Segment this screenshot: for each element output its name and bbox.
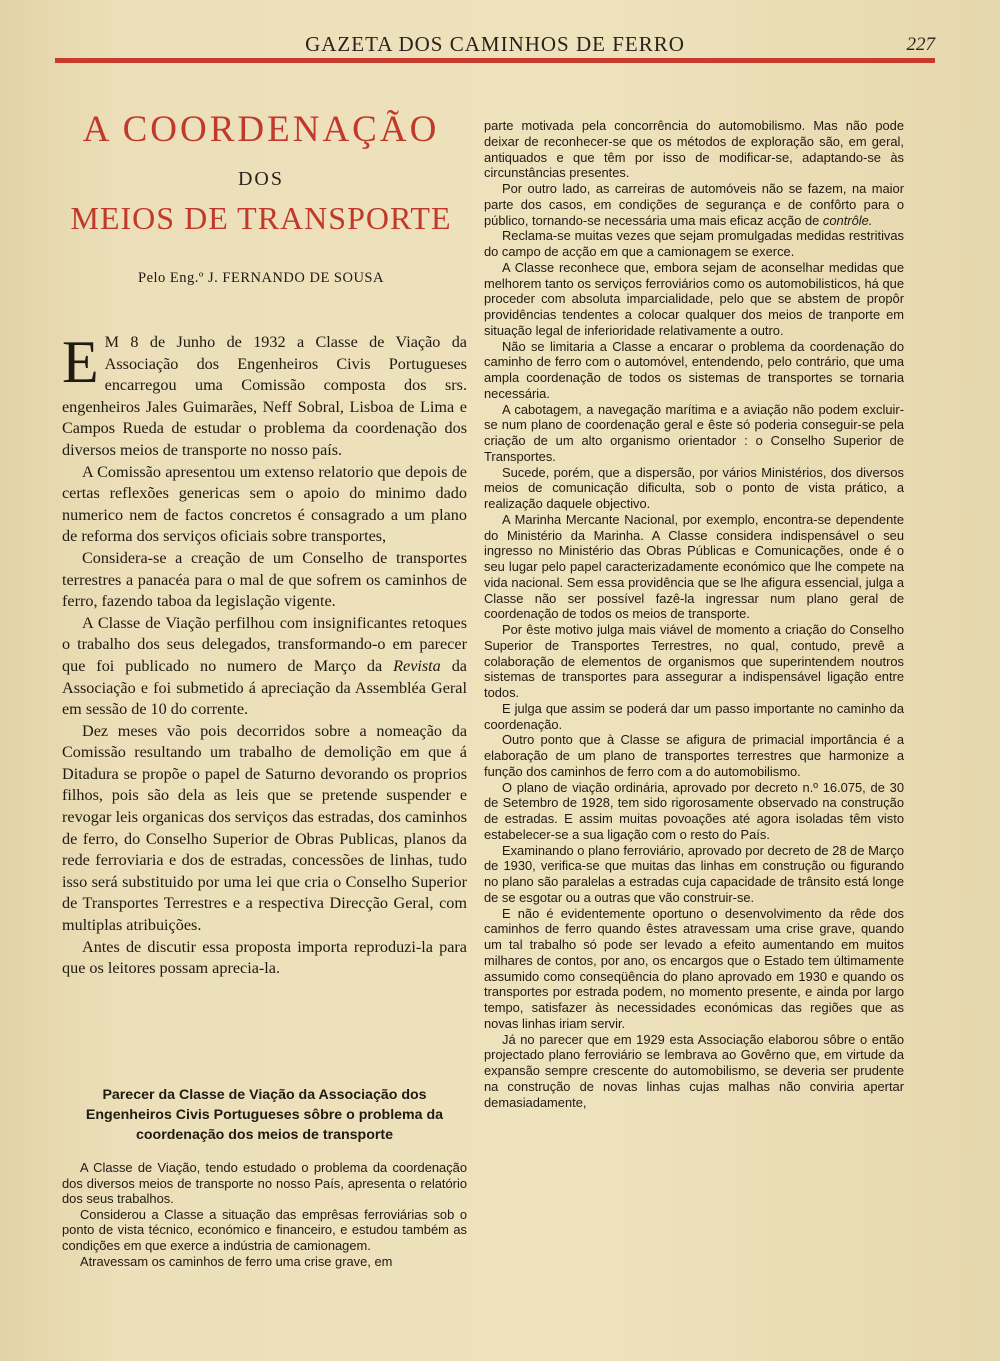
parecer-paragraph: Não se limitaria a Classe a encarar o problema da coordenação do caminho de ferro com o automóvel, entendendo, pelo contrário, que uma ampla coordenação de todos os sistemas de transportes se tornaria necessária.: [484, 338, 904, 401]
parecer-text-right: [484, 118, 904, 1110]
parecer-paragraph: A Classe de Viação, tendo estudado o problema da coordenação dos diversos meios de transporte no nosso País, apresenta o relatório dos seus trabalhos.: [62, 1160, 467, 1207]
section-subheading: Parecer da Classe de Viação da Associação dos Engenheiros Civis Portugueses sôbre o problema da coordenação dos meios de transporte: [85, 1087, 444, 1143]
intro-paragraph-3: Considera-se a creação de um Conselho de transportes terrestres a panacéa para o mal de que sofrem os caminhos de ferro, fazendo taboa da legislação vigente.: [62, 548, 467, 611]
intro-paragraph-5: Dez meses vão pois decorridos sobre a nomeação da Comissão resultando um trabalho de demolição em que á Ditadura se propõe o papel de Saturno devorando os proprios filhos, pois são dela as leis que se pretende suspender e revogar leis organicas dos serviços das estradas, dos caminhos de ferro, do Conselho Superior de Obras Publicas, planos da rede ferroviaria e dos de estradas, concessões de linhas, tudo isso será substituido por uma lei que cria o Conselho Superior de Transportes Terrestres e a respectiva Direcção Geral, com multiplas atribuições.: [62, 721, 467, 935]
intro-paragraph-4: A Classe de Viação perfilhou com insignificantes retoques o trabalho dos seus delegados, transformando-o em parecer que foi publicado no numero de Março da Revista da Associação e foi submetido á apreciação da Assembléa Geral em sessão de 10 do corrente.: [62, 613, 467, 719]
page-number: 227: [906, 34, 935, 55]
parecer-paragraph: E não é evidentemente oportuno o desenvolvimento da rêde dos caminhos de ferro quando êstes atravessam uma crise grave, quando um tal trabalho só pode ser levado a efeito aumentando em muitos milhares de contos, por ano, os encargos que o Estado tem últimamente assumido como conseqüência do plano aprovado em 1930 e quando os transportes por estrada podem, no momento presente, e ainda por largo tempo, satisfazer às necessidades económicas das regiões que as novas linhas iriam servir.: [484, 905, 904, 1031]
page-header: [55, 30, 935, 70]
article-title-line1: A COORDENAÇÃO: [82, 109, 440, 150]
parecer-paragraph: Examinando o plano ferroviário, aprovado por decreto de 28 de Março de 1930, verifica-se que muitas das linhas em construção ou figurando no plano são paralelas a estradas cuja capacidade de trânsito está longe de se esgotar ou a outras que vão construir-se.: [484, 842, 904, 905]
parecer-paragraph-continued: parte motivada pela concorrência do automobilismo. Mas não pode deixar de reconhecer-se que os métodos de exploração são, em geral, antiquados e que têm por isso de modificar-se, adaptando-se às circunstâncias presentes.: [484, 118, 904, 181]
parecer-text-left: [62, 1160, 467, 1269]
intro-paragraph-2: A Comissão apresentou um extenso relatorio que depois de certas reflexões genericas sem o apoio do minimo dado numerico nem de factos concretos é consagrado a um plano de reforma dos serviços oficiais sobre transportes,: [62, 462, 467, 546]
parecer-paragraph: A Classe reconhece que, embora sejam de aconselhar medidas que melhorem tanto os serviços ferroviários como os automobilisticos, há que proceder com absoluta imparcialidade, pelo que se abstem de propôr providências tendentes a colocar qualquer dos meios de tranporte em situação legal de inferioridade relativamente a outro.: [484, 259, 904, 338]
publication-title: GAZETA DOS CAMINHOS DE FERRO: [305, 32, 685, 56]
parecer-paragraph: Por êste motivo julga mais viável de momento a criação do Conselho Superior de Transportes Terrestres, no qual, contudo, prevê a colaboração de elementos de organismos que superintendem noutros sistemas de transportes para assegurar a indispensável ligação entre todos.: [484, 622, 904, 700]
intro-text: [62, 329, 467, 980]
parecer-paragraph: E julga que assim se poderá dar um passo importante no caminho da coordenação.: [484, 700, 904, 732]
intro-paragraph-1: E M 8 de Junho de 1932 a Classe de Viação da Associação dos Engenheiros Civis Portugueses encarregou uma Comissão composta dos srs. engenheiros Jales Guimarães, Neff Sobral, Lisboa de Lima e Campos Rueda de estudar o problema da coordenação dos diversos meios de transporte no nosso país.: [62, 329, 467, 459]
parecer-paragraph: Por outro lado, as carreiras de automóveis não se fazem, na maior parte dos casos, em condições de segurança e de confôrto para o público, tornando-se necessária uma mais eficaz acção de contrôle.: [484, 181, 904, 228]
parecer-paragraph: Já no parecer que em 1929 esta Associação elaborou sôbre o então projectado plano ferroviário se lembrava ao Govêrno que, em virtude da expansão sempre crescente do automobilismo, se deveria ser prudente na construção de novas linhas cujas malhas não conviria apertar demasiadamente,: [484, 1031, 904, 1110]
parecer-paragraph: Sucede, porém, que a dispersão, por vários Ministérios, dos diversos meios de comunicação dificulta, sob o ponto de vista prático, a realização daquele objectivo.: [484, 464, 904, 511]
parecer-paragraph: O plano de viação ordinária, aprovado por decreto n.º 16.075, de 30 de Setembro de 1928, tem sido rigorosamente observado na construção de estradas. E assim muitas povoações até agora isoladas têm visto estabelecer-se a sua ligação com o resto do País.: [484, 779, 904, 842]
header-rule: [55, 58, 935, 63]
intro-paragraph-6: Antes de discutir essa proposta importa reproduzi-la para que os leitores possam aprecia-la.: [62, 937, 467, 978]
article-title-line3: MEIOS DE TRANSPORTE: [70, 200, 452, 236]
parecer-paragraph: A Marinha Mercante Nacional, por exemplo, encontra-se dependente do Ministério da Marinha. A Classe considera indispensável o seu ingresso no Ministério das Obras Públicas e Comunicações, onde é o seu lugar pelo papel caracterizadamente económico que lhe compete na vida nacional. Sem essa providência que se lhe afigura essencial, julga a Classe não ser possível fazê-la ingressar num plano geral de coordenação de todos os meios de transporte.: [484, 511, 904, 622]
parecer-paragraph: Reclama-se muitas vezes que sejam promulgadas medidas restritivas do campo de acção em que a camionagem se exerce.: [484, 228, 904, 259]
parecer-paragraph: Atravessam os caminhos de ferro uma crise grave, em: [80, 1253, 393, 1269]
article-byline: Pelo Eng.º J. FERNANDO DE SOUSA: [138, 270, 384, 286]
parecer-paragraph: Outro ponto que à Classe se afigura de primacial importância é a elaboração de um plano de transportes terrestres que harmonize a função dos caminhos de ferro com a do automobilismo.: [484, 732, 904, 779]
parecer-paragraph: A cabotagem, a navegação marítima e a aviação não podem excluir-se num plano de coordenação geral e êste só poderia conseguir-se pela criação de um alto organismo orientador : o Conselho Superior de Transportes.: [484, 401, 904, 464]
drop-cap: E: [62, 329, 99, 395]
parecer-paragraph: Considerou a Classe a situação das emprêsas ferroviárias sob o ponto de vista técnico, económico e financeiro, e estudou também as condições em que exerce a indústria de camionagem.: [62, 1206, 467, 1253]
article-title-line2: DOS: [237, 168, 284, 190]
